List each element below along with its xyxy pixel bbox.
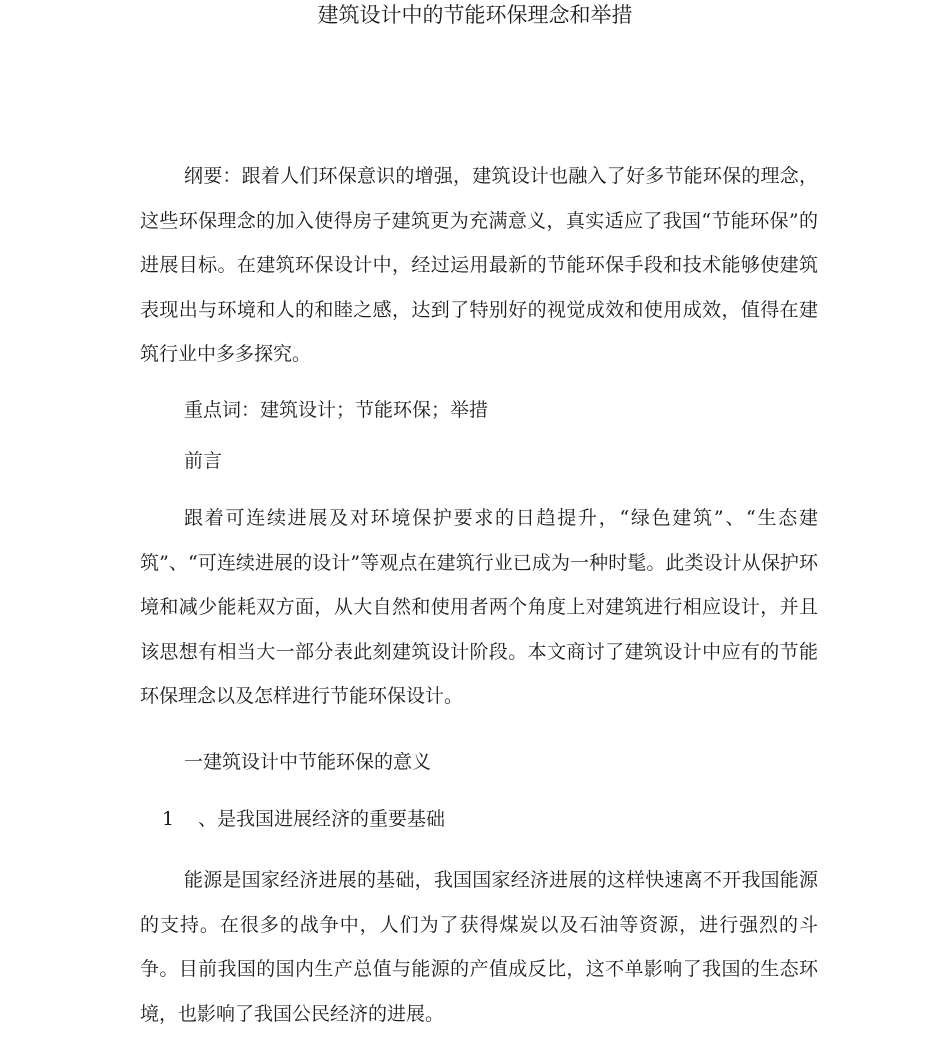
keywords-line: 重点词：建筑设计；节能环保；举措 <box>184 399 489 421</box>
abstract-paragraph: 纲要：跟着人们环保意识的增强，建筑设计也融入了好多节能环保的理念，这些环保理念的加入使得房子建筑更为充满意义，真实适应了我国“节能环保”的进展目标。在建筑环保设计中，经过运用最新的节能环保手段和技术能够使建筑表现出与环境和人的和睦之感，达到了特别好的视觉成效和使用成效，值得在建筑行业中多多探究。 <box>140 165 818 365</box>
subsection-paragraph: 能源是国家经济进展的基础，我国国家经济进展的这样快速离不开我国能源的支持。在很多的战争中，人们为了获得煤炭以及石油等资源，进行强烈的斗争。目前我国的国内生产总值与能源的产值成反比，这不单影响了我国的生态环境，也影响了我国公民经济的进展。 <box>140 869 818 1025</box>
document-title: 建筑设计中的节能环保理念和举措 <box>317 3 633 27</box>
preface-heading: 前言 <box>184 450 223 472</box>
subsection-title: 、是我国进展经济的重要基础 <box>198 808 446 830</box>
subsection-heading <box>162 804 445 834</box>
section-heading: 一建筑设计中节能环保的意义 <box>184 751 432 773</box>
subsection-number: 1 <box>162 808 175 830</box>
preface-paragraph: 跟着可连续进展及对环境保护要求的日趋提升，“绿色建筑”、“生态建筑”、“可连续进展的设计”等观点在建筑行业已成为一种时髦。此类设计从保护环境和减少能耗双方面，从大自然和使用者两个角度上对建筑进行相应设计，并且该思想有相当大一部分表此刻建筑设计阶段。本文商讨了建筑设计中应有的节能环保理念以及怎样进行节能环保设计。 <box>140 507 818 707</box>
